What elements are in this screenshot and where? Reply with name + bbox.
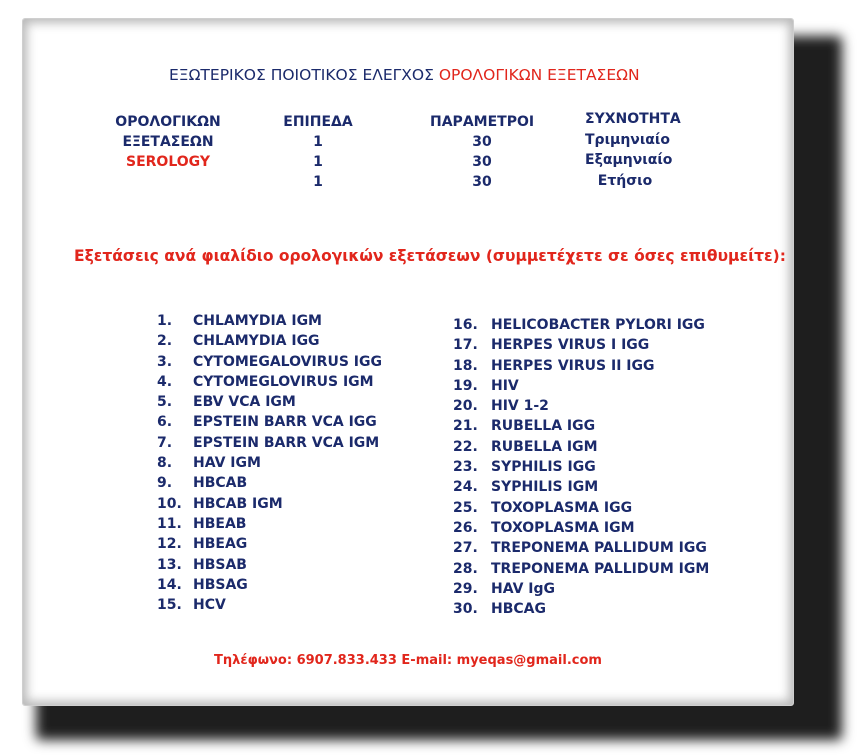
item-name: HIV [491, 377, 519, 394]
table-cell: ΟΡΟΛΟΓΙΚΩΝ [115, 114, 221, 130]
item-number: 11. [157, 515, 182, 532]
item-name: SYPHILIS IGM [491, 479, 599, 496]
table-header: ΠΑΡΑΜΕΤΡΟΙ [430, 114, 535, 130]
item-number: 22. [453, 438, 478, 455]
table-cell: 1 [313, 174, 323, 190]
item-name: EBV VCA IGM [193, 394, 296, 411]
item-name: HAV IgG [491, 580, 556, 597]
item-number: 14. [157, 576, 182, 593]
item-name: HERPES VIRUS II IGG [491, 357, 655, 374]
item-number: 10. [157, 495, 182, 512]
table-cell: 1 [313, 154, 323, 170]
item-number: 18. [453, 357, 478, 374]
item-number: 6. [157, 414, 173, 431]
item-number: 30. [453, 601, 478, 618]
item-name: TREPONEMA PALLIDUM IGM [491, 560, 710, 577]
table-column-levels [276, 112, 360, 192]
item-number: 28. [453, 560, 478, 577]
item-number: 16. [453, 317, 478, 333]
item-name: HIV 1-2 [491, 398, 549, 415]
table-cell: Εξαμηνιαίο [585, 152, 673, 169]
item-name: RUBELLA IGM [491, 438, 598, 455]
title-main: ΕΞΩΤΕΡΙΚΟΣ ΠΟΙΟΤΙΚΟΣ ΕΛΕΓΧΟΣ [169, 66, 439, 84]
item-number: 19. [453, 377, 478, 394]
item-number: 3. [157, 353, 173, 370]
item-number: 26. [453, 519, 478, 536]
item-number: 7. [157, 434, 173, 451]
table-cell: 30 [472, 134, 492, 150]
item-name: SYPHILIS IGG [491, 459, 596, 476]
item-name: CHLAMYDIA IGM [193, 313, 322, 329]
table-header: ΣΥΧΝΟΤΗΤΑ [585, 111, 681, 127]
item-name: TOXOPLASMA IGG [491, 499, 633, 516]
table-header: ΕΠΙΠΕΔΑ [283, 114, 353, 130]
table-cell-serology: SEROLOGY [126, 154, 210, 170]
item-name: CYTOMEGALOVIRUS IGG [193, 353, 382, 370]
item-number: 12. [157, 536, 182, 553]
item-name: HBCAG [491, 601, 546, 618]
item-name: HBSAB [193, 556, 247, 573]
table-column-parameters [430, 112, 534, 192]
item-name: HERPES VIRUS I IGG [491, 337, 650, 354]
table-cell: 30 [472, 154, 492, 170]
item-name: HBEAB [193, 515, 247, 532]
table-cell: Τριμηνιαίο [585, 131, 670, 148]
table-column-frequency [585, 109, 681, 191]
page-title [169, 66, 640, 84]
item-name: TREPONEMA PALLIDUM IGG [491, 540, 707, 557]
item-number: 29. [453, 580, 478, 597]
item-name: HBEAG [193, 536, 248, 553]
table-cell: 30 [472, 174, 492, 190]
item-number: 13. [157, 556, 182, 573]
item-number: 2. [157, 333, 173, 350]
item-number: 21. [453, 418, 478, 435]
item-number: 25. [453, 499, 478, 516]
section-subtitle: Εξετάσεις ανά φιαλίδιο ορολογικών εξετάσεων (συμμετέχετε σε όσες επιθυμείτε): [74, 247, 786, 265]
item-name: RUBELLA IGG [491, 418, 596, 435]
item-name: TOXOPLASMA IGM [491, 519, 635, 536]
item-number: 27. [453, 540, 478, 557]
item-name: HELICOBACTER PYLORI IGG [491, 317, 705, 333]
table-column-serology [108, 112, 228, 172]
item-number: 24. [453, 479, 478, 496]
item-name: HBSAG [193, 576, 248, 593]
item-number: 1. [157, 313, 173, 329]
contact-footer: Τηλέφωνο: 6907.833.433 E-mail: myeqas@gmail.com [214, 653, 602, 668]
item-name: CHLAMYDIA IGG [193, 333, 320, 350]
item-name: HCV [193, 597, 226, 614]
item-name: HBCAB [193, 475, 248, 492]
item-number: 23. [453, 459, 478, 476]
item-number: 15. [157, 597, 182, 614]
table-cell: 1 [313, 134, 323, 150]
item-name: EPSTEIN BARR VCA IGG [193, 414, 377, 431]
title-highlight: ΟΡΟΛΟΓΙΚΩΝ ΕΞΕΤΑΣΕΩΝ [438, 66, 640, 84]
item-number: 17. [453, 337, 478, 354]
item-number: 20. [453, 398, 478, 415]
item-name: EPSTEIN BARR VCA IGM [193, 434, 380, 451]
table-cell: ΕΞΕΤΑΣΕΩΝ [122, 134, 214, 150]
item-number: 9. [157, 475, 173, 492]
item-name: CYTOMEGLOVIRUS IGM [193, 373, 374, 390]
item-number: 4. [157, 373, 173, 390]
item-number: 5. [157, 394, 173, 411]
item-name: HAV IGM [193, 455, 261, 472]
table-cell: Ετήσιο [597, 172, 653, 189]
item-number: 8. [157, 455, 173, 472]
item-name: HBCAB IGM [193, 495, 283, 512]
